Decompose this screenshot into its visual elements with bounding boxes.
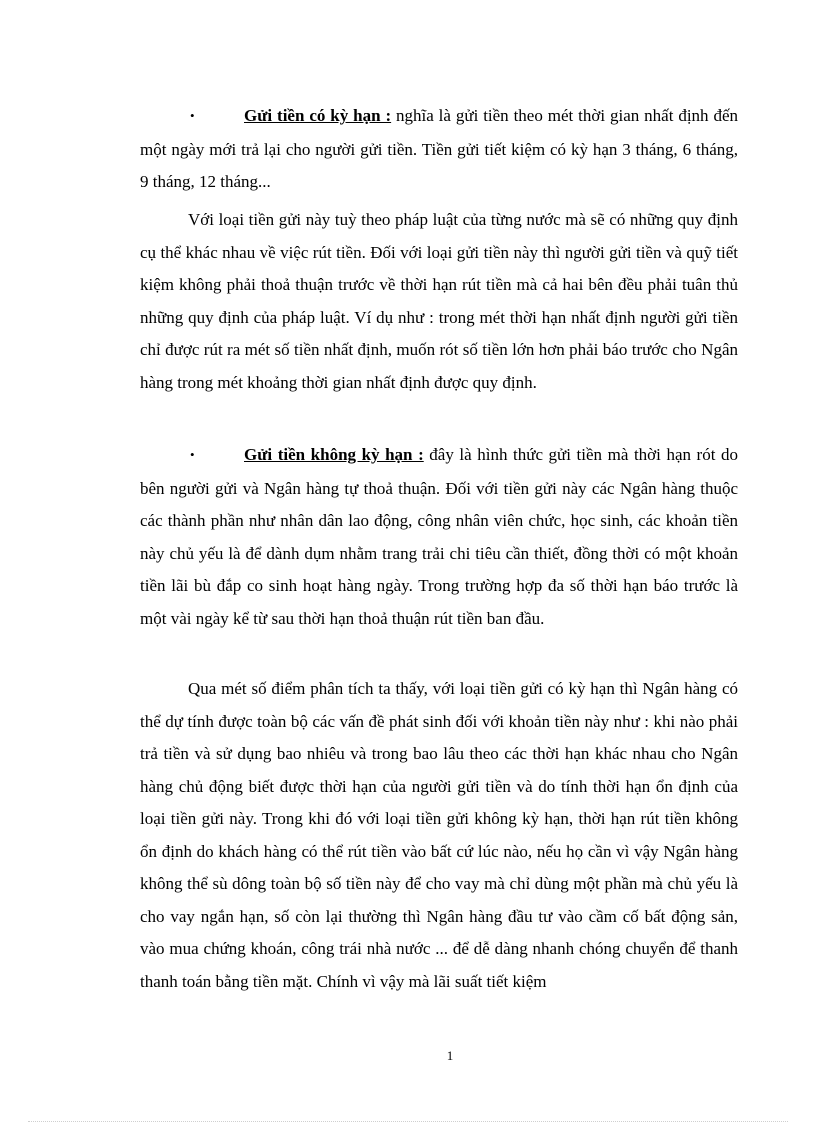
- paragraph-term-deposit: [140, 100, 738, 199]
- page-number-text: 1: [446, 1048, 454, 1063]
- paragraph-text: Với loại tiền gửi này tuỳ theo pháp luật của từng nước mà sẽ có những quy định cụ thể khác nhau về việc rút tiền. Đối với loại gửi tiền này thì người gửi tiền và quỹ tiết kiệm không phải thoả thuận trước về thời hạn rút tiền mà cả hai bên đều phải tuân thủ những quy định của pháp luật. Ví dụ như : trong mét thời hạn nhất định người gửi tiền chỉ được rút ra mét số tiền nhất định, muốn rót số tiền lớn hơn phải báo trước cho Ngân hàng trong mét khoảng thời gian nhất định được quy định.: [140, 210, 738, 392]
- bullet-marker: [140, 439, 244, 473]
- bullet-glyph: •: [190, 447, 195, 462]
- paragraph-text: nghĩa là gửi tiền theo mét thời gian nhất định đến một ngày mới trả lại cho người gửi tiền. Tiền gửi tiết kiệm có kỳ hạn 3 tháng, 6 tháng, 9 tháng, 12 tháng...: [140, 106, 738, 191]
- bullet-glyph: •: [190, 108, 195, 123]
- paragraph-text: đây là hình thức gửi tiền mà thời hạn rót do bên người gửi và Ngân hàng tự thoả thuận. Đối với tiền gửi này các Ngân hàng thuộc các thành phần như nhân dân lao động, công nhân viên chức, học sinh, các khoản tiền này chủ yếu là để dành dụm nhằm trang trải chi tiêu cần thiết, đồng thời có một khoản tiền lãi bù đắp co sinh hoạt hàng ngày. Trong trường hợp đa số thời hạn báo trước là một vài ngày kể từ sau thời hạn thoả thuận rút tiền ban đầu.: [140, 445, 738, 628]
- term-heading: Gửi tiền không kỳ hạn :: [244, 445, 424, 464]
- paragraph-analysis: [140, 673, 738, 998]
- page-number: [0, 1048, 816, 1064]
- term-heading: Gửi tiền có kỳ hạn :: [244, 106, 392, 125]
- bullet-marker: [140, 100, 244, 134]
- paragraph-text: Qua mét số điểm phân tích ta thấy, với loại tiền gửi có kỳ hạn thì Ngân hàng có thể dự tính được toàn bộ các vấn đề phát sinh đối với khoản tiền này như : khi nào phải trả tiền và sử dụng bao nhiêu và trong bao lâu theo các thời hạn khác nhau cho Ngân hàng chủ động biết được thời hạn của người gửi tiền và do tính thời hạn ổn định của loại tiền gửi này. Trong khi đó với loại tiền gửi không kỳ hạn, thời hạn rút tiền không ổn định do khách hàng có thể rút tiền vào bất cứ lúc nào, nếu họ cần vì vậy Ngân hàng không thể sù dông toàn bộ số tiền này để cho vay mà chỉ dùng một phần mà chủ yếu là cho vay ngắn hạn, số còn lại thường thì Ngân hàng đầu tư vào cầm cố bất động sản, vào mua chứng khoán, công trái nhà nước ... để dễ dàng nhanh chóng chuyển để thanh thanh toán bằng tiền mặt. Chính vì vậy mà lãi suất tiết kiệm: [140, 679, 738, 991]
- page-bottom-divider: [28, 1121, 788, 1122]
- paragraph-withdrawal-rules: [140, 204, 738, 399]
- paragraph-demand-deposit: [140, 439, 738, 635]
